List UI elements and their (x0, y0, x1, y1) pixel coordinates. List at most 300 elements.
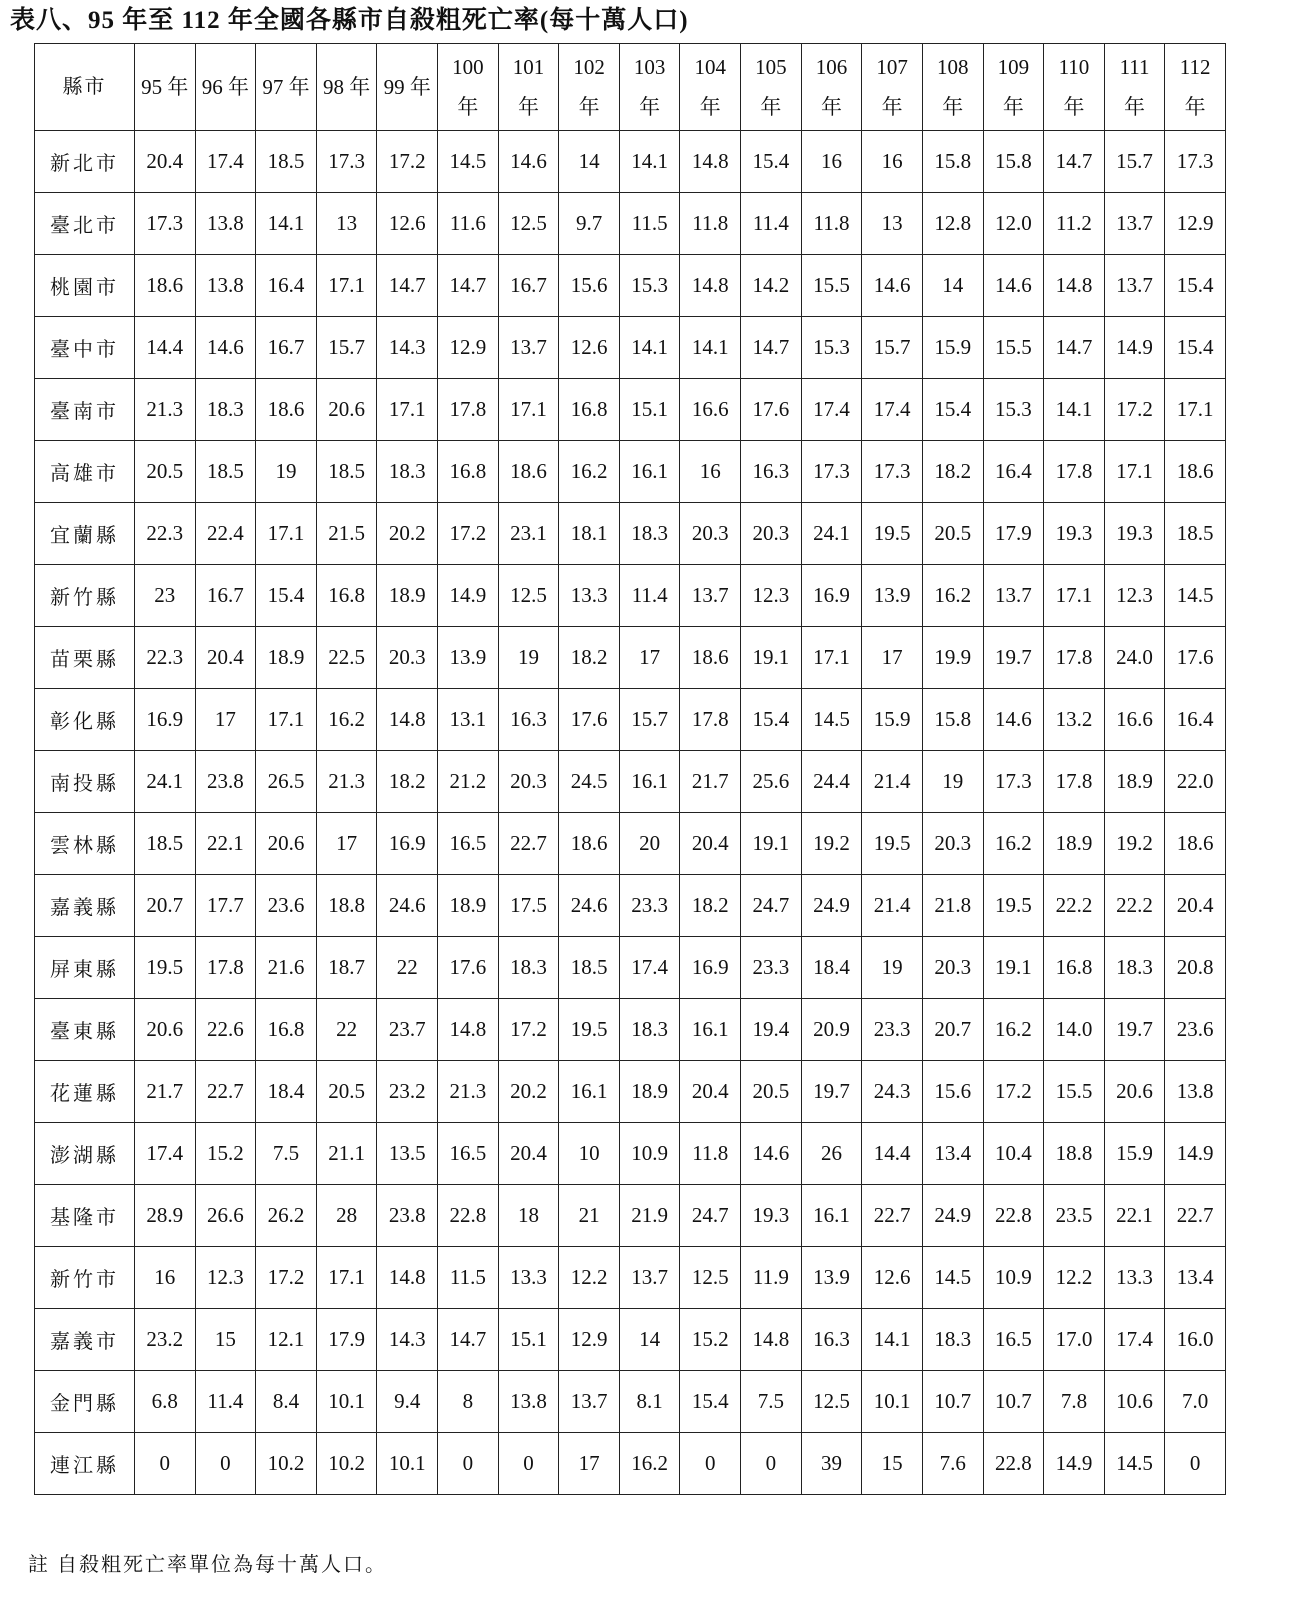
rate-cell: 17.1 (1165, 379, 1226, 441)
rate-cell: 18.6 (256, 379, 317, 441)
rate-cell: 26.6 (195, 1185, 256, 1247)
rate-cell: 14.3 (377, 1309, 438, 1371)
year-label: 101 年 (512, 55, 545, 119)
rate-cell: 16.1 (619, 441, 680, 503)
rate-cell: 13 (316, 193, 377, 255)
column-header-year (498, 44, 559, 131)
rate-cell: 11.8 (801, 193, 862, 255)
rate-cell: 17.1 (1104, 441, 1165, 503)
rate-cell: 13.7 (559, 1371, 620, 1433)
suicide-rate-table (34, 43, 1226, 1495)
rate-cell: 20.9 (801, 999, 862, 1061)
row-label-city: 基隆市 (35, 1185, 135, 1247)
rate-cell: 17.4 (1104, 1309, 1165, 1371)
row-label-city: 雲林縣 (35, 813, 135, 875)
rate-cell: 21.4 (862, 875, 923, 937)
rate-cell: 24.5 (559, 751, 620, 813)
rate-cell: 14.9 (1044, 1433, 1105, 1495)
rate-cell: 13.7 (983, 565, 1044, 627)
rate-cell: 17.4 (862, 379, 923, 441)
rate-cell: 17.3 (135, 193, 196, 255)
rate-cell: 19.5 (862, 813, 923, 875)
rate-cell: 12.6 (862, 1247, 923, 1309)
column-header-year (1104, 44, 1165, 131)
rate-cell: 14.1 (1044, 379, 1105, 441)
rate-cell: 24.9 (801, 875, 862, 937)
rate-cell: 23.1 (498, 503, 559, 565)
table-row (35, 317, 1226, 379)
rate-cell: 14.7 (741, 317, 802, 379)
row-label-city: 嘉義市 (35, 1309, 135, 1371)
table-row (35, 1185, 1226, 1247)
rate-cell: 14.4 (135, 317, 196, 379)
rate-cell: 8.1 (619, 1371, 680, 1433)
rate-cell: 18.6 (680, 627, 741, 689)
rate-cell: 14.5 (1165, 565, 1226, 627)
rate-cell: 13.7 (680, 565, 741, 627)
row-label-city: 彰化縣 (35, 689, 135, 751)
rate-cell: 16.8 (316, 565, 377, 627)
rate-cell: 23 (135, 565, 196, 627)
rate-cell: 17.1 (316, 1247, 377, 1309)
rate-cell: 22 (316, 999, 377, 1061)
rate-cell: 21.1 (316, 1123, 377, 1185)
rate-cell: 13.7 (498, 317, 559, 379)
row-label-city: 新北市 (35, 131, 135, 193)
rate-cell: 13.7 (1104, 255, 1165, 317)
rate-cell: 17.0 (1044, 1309, 1105, 1371)
rate-cell: 18.8 (316, 875, 377, 937)
rate-cell: 14.6 (862, 255, 923, 317)
rate-cell: 16.8 (256, 999, 317, 1061)
rate-cell: 21.4 (862, 751, 923, 813)
rate-cell: 17 (195, 689, 256, 751)
rate-cell: 10.1 (862, 1371, 923, 1433)
rate-cell: 21.2 (438, 751, 499, 813)
rate-cell: 24.3 (862, 1061, 923, 1123)
rate-cell: 11.4 (741, 193, 802, 255)
rate-cell: 17.8 (1044, 627, 1105, 689)
rate-cell: 17.3 (1165, 131, 1226, 193)
rate-cell: 18.9 (1104, 751, 1165, 813)
column-header-year (922, 44, 983, 131)
rate-cell: 20.3 (922, 937, 983, 999)
rate-cell: 17.3 (801, 441, 862, 503)
rate-cell: 17.6 (438, 937, 499, 999)
rate-cell: 15.4 (256, 565, 317, 627)
rate-cell: 19.5 (135, 937, 196, 999)
column-header-year (983, 44, 1044, 131)
rate-cell: 18.9 (1044, 813, 1105, 875)
rate-cell: 13.9 (862, 565, 923, 627)
rate-cell: 18.5 (1165, 503, 1226, 565)
rate-cell: 19.7 (983, 627, 1044, 689)
rate-cell: 21.7 (680, 751, 741, 813)
rate-cell: 23.8 (195, 751, 256, 813)
row-label-city: 高雄市 (35, 441, 135, 503)
rate-cell: 18 (498, 1185, 559, 1247)
rate-cell: 15.3 (619, 255, 680, 317)
rate-cell: 15.8 (983, 131, 1044, 193)
year-label: 96 年 (201, 75, 250, 99)
row-label-city: 金門縣 (35, 1371, 135, 1433)
table-row (35, 999, 1226, 1061)
table-row (35, 937, 1226, 999)
rate-cell: 22.6 (195, 999, 256, 1061)
rate-cell: 17.1 (498, 379, 559, 441)
rate-cell: 21.5 (316, 503, 377, 565)
rate-cell: 16.2 (559, 441, 620, 503)
rate-cell: 15.9 (922, 317, 983, 379)
table-row (35, 379, 1226, 441)
rate-cell: 15.7 (619, 689, 680, 751)
rate-cell: 18.3 (195, 379, 256, 441)
rate-cell: 12.6 (559, 317, 620, 379)
rate-cell: 18.3 (922, 1309, 983, 1371)
table-row (35, 565, 1226, 627)
rate-cell: 15.2 (195, 1123, 256, 1185)
rate-cell: 17.1 (377, 379, 438, 441)
rate-cell: 15.7 (316, 317, 377, 379)
column-header-year (195, 44, 256, 131)
rate-cell: 23.8 (377, 1185, 438, 1247)
rate-cell: 18.6 (559, 813, 620, 875)
rate-cell: 17.8 (1044, 751, 1105, 813)
rate-cell: 19.7 (1104, 999, 1165, 1061)
rate-cell: 17.6 (559, 689, 620, 751)
rate-cell: 12.9 (559, 1309, 620, 1371)
rate-cell: 16.9 (377, 813, 438, 875)
rate-cell: 26 (801, 1123, 862, 1185)
table-row (35, 875, 1226, 937)
rate-cell: 12.5 (801, 1371, 862, 1433)
rate-cell: 19.5 (559, 999, 620, 1061)
year-label: 102 年 (573, 55, 605, 119)
table-row (35, 1371, 1226, 1433)
rate-cell: 15.3 (801, 317, 862, 379)
rate-cell: 17.3 (862, 441, 923, 503)
table-body (35, 131, 1226, 1495)
rate-cell: 22.7 (195, 1061, 256, 1123)
footnote: 註 自殺粗死亡率單位為每十萬人口。 (28, 1554, 387, 1576)
rate-cell: 28.9 (135, 1185, 196, 1247)
rate-cell: 14 (619, 1309, 680, 1371)
rate-cell: 8.4 (256, 1371, 317, 1433)
rate-cell: 20.8 (1165, 937, 1226, 999)
rate-cell: 10.2 (256, 1433, 317, 1495)
rate-cell: 15.5 (801, 255, 862, 317)
rate-cell: 11.5 (438, 1247, 499, 1309)
rate-cell: 17.2 (377, 131, 438, 193)
rate-cell: 11.6 (438, 193, 499, 255)
rate-cell: 15.1 (498, 1309, 559, 1371)
rate-cell: 17.2 (498, 999, 559, 1061)
table-row (35, 255, 1226, 317)
rate-cell: 16.2 (619, 1433, 680, 1495)
rate-cell: 21.9 (619, 1185, 680, 1247)
rate-cell: 11.9 (741, 1247, 802, 1309)
rate-cell: 19.1 (983, 937, 1044, 999)
rate-cell: 17.4 (135, 1123, 196, 1185)
rate-cell: 18.6 (1165, 813, 1226, 875)
rate-cell: 21 (559, 1185, 620, 1247)
rate-cell: 18.7 (316, 937, 377, 999)
rate-cell: 21.3 (316, 751, 377, 813)
rate-cell: 0 (135, 1433, 196, 1495)
column-header-year (741, 44, 802, 131)
rate-cell: 14.5 (438, 131, 499, 193)
table-row (35, 751, 1226, 813)
rate-cell: 13.3 (1104, 1247, 1165, 1309)
rate-cell: 18.6 (135, 255, 196, 317)
rate-cell: 23.3 (741, 937, 802, 999)
rate-cell: 12.9 (438, 317, 499, 379)
table-row (35, 441, 1226, 503)
rate-cell: 12.9 (1165, 193, 1226, 255)
year-label: 109 年 (997, 55, 1030, 119)
rate-cell: 16.5 (438, 813, 499, 875)
year-label: 104 年 (694, 55, 727, 119)
rate-cell: 10 (559, 1123, 620, 1185)
rate-cell: 7.6 (922, 1433, 983, 1495)
year-label: 111 年 (1119, 55, 1150, 119)
rate-cell: 13 (862, 193, 923, 255)
row-label-city: 花蓮縣 (35, 1061, 135, 1123)
rate-cell: 11.2 (1044, 193, 1105, 255)
rate-cell: 19.4 (741, 999, 802, 1061)
rate-cell: 17.1 (1044, 565, 1105, 627)
column-header-year (680, 44, 741, 131)
rate-cell: 17.2 (438, 503, 499, 565)
rate-cell: 16.1 (619, 751, 680, 813)
rate-cell: 18.9 (619, 1061, 680, 1123)
row-label-city: 桃園市 (35, 255, 135, 317)
rate-cell: 24.1 (801, 503, 862, 565)
rate-cell: 19.3 (741, 1185, 802, 1247)
rate-cell: 22.0 (1165, 751, 1226, 813)
rate-cell: 17.7 (195, 875, 256, 937)
year-label: 99 年 (383, 75, 431, 99)
rate-cell: 23.6 (256, 875, 317, 937)
rate-cell: 16.5 (983, 1309, 1044, 1371)
rate-cell: 14.8 (741, 1309, 802, 1371)
rate-cell: 21.6 (256, 937, 317, 999)
rate-cell: 16.7 (195, 565, 256, 627)
rate-cell: 18.2 (922, 441, 983, 503)
rate-cell: 26.2 (256, 1185, 317, 1247)
rate-cell: 13.5 (377, 1123, 438, 1185)
rate-cell: 20.7 (922, 999, 983, 1061)
rate-cell: 17.8 (680, 689, 741, 751)
row-label-city: 苗栗縣 (35, 627, 135, 689)
rate-cell: 12.6 (377, 193, 438, 255)
rate-cell: 17.6 (741, 379, 802, 441)
rate-cell: 13.3 (498, 1247, 559, 1309)
rate-cell: 7.5 (741, 1371, 802, 1433)
rate-cell: 14.8 (680, 131, 741, 193)
rate-cell: 15 (195, 1309, 256, 1371)
rate-cell: 12.1 (256, 1309, 317, 1371)
rate-cell: 16 (680, 441, 741, 503)
rate-cell: 18.8 (1044, 1123, 1105, 1185)
rate-cell: 18.9 (377, 565, 438, 627)
rate-cell: 10.6 (1104, 1371, 1165, 1433)
rate-cell: 17.3 (983, 751, 1044, 813)
column-header-year (559, 44, 620, 131)
rate-cell: 25.6 (741, 751, 802, 813)
column-header-year (256, 44, 317, 131)
rate-cell: 13.8 (498, 1371, 559, 1433)
rate-cell: 24.4 (801, 751, 862, 813)
rate-cell: 39 (801, 1433, 862, 1495)
rate-cell: 16.1 (680, 999, 741, 1061)
rate-cell: 18.2 (377, 751, 438, 813)
rate-cell: 20.3 (922, 813, 983, 875)
rate-cell: 7.8 (1044, 1371, 1105, 1433)
rate-cell: 16.6 (680, 379, 741, 441)
rate-cell: 17.8 (195, 937, 256, 999)
rate-cell: 20.4 (135, 131, 196, 193)
rate-cell: 21.8 (922, 875, 983, 937)
rate-cell: 16.8 (559, 379, 620, 441)
rate-cell: 17.2 (1104, 379, 1165, 441)
column-header-city: 縣市 (35, 44, 135, 131)
table-title: 表八、95 年至 112 年全國各縣市自殺粗死亡率(每十萬人口) (10, 7, 689, 34)
rate-cell: 22.3 (135, 503, 196, 565)
rate-cell: 10.9 (619, 1123, 680, 1185)
rate-cell: 16 (135, 1247, 196, 1309)
rate-cell: 16.6 (1104, 689, 1165, 751)
rate-cell: 19.1 (741, 813, 802, 875)
column-header-year (801, 44, 862, 131)
rate-cell: 24.6 (377, 875, 438, 937)
rate-cell: 15.4 (1165, 255, 1226, 317)
rate-cell: 15.1 (619, 379, 680, 441)
rate-cell: 17.4 (619, 937, 680, 999)
rate-cell: 17.1 (256, 503, 317, 565)
column-header-year (862, 44, 923, 131)
rate-cell: 15.3 (983, 379, 1044, 441)
rate-cell: 14.9 (1104, 317, 1165, 379)
year-label: 98 年 (323, 75, 371, 99)
rate-cell: 14.9 (438, 565, 499, 627)
rate-cell: 0 (438, 1433, 499, 1495)
year-label: 95 年 (141, 75, 189, 99)
rate-cell: 19.9 (922, 627, 983, 689)
rate-cell: 17.1 (316, 255, 377, 317)
rate-cell: 17 (559, 1433, 620, 1495)
rate-cell: 17.9 (983, 503, 1044, 565)
column-header-year (316, 44, 377, 131)
rate-cell: 18.9 (256, 627, 317, 689)
row-label-city: 臺北市 (35, 193, 135, 255)
rate-cell: 11.8 (680, 193, 741, 255)
rate-cell: 11.5 (619, 193, 680, 255)
rate-cell: 14.1 (256, 193, 317, 255)
rate-cell: 19 (862, 937, 923, 999)
rate-cell: 20.3 (377, 627, 438, 689)
year-label: 106 年 (815, 55, 848, 119)
rate-cell: 15.6 (559, 255, 620, 317)
rate-cell: 17.2 (256, 1247, 317, 1309)
rate-cell: 14.5 (801, 689, 862, 751)
rate-cell: 10.1 (377, 1433, 438, 1495)
rate-cell: 15.4 (922, 379, 983, 441)
rate-cell: 20.3 (498, 751, 559, 813)
rate-cell: 23.2 (135, 1309, 196, 1371)
rate-cell: 17.1 (801, 627, 862, 689)
rate-cell: 17.4 (195, 131, 256, 193)
rate-cell: 15.2 (680, 1309, 741, 1371)
rate-cell: 15.8 (922, 131, 983, 193)
rate-cell: 12.2 (559, 1247, 620, 1309)
rate-cell: 21.3 (135, 379, 196, 441)
row-label-city: 臺南市 (35, 379, 135, 441)
rate-cell: 15.4 (1165, 317, 1226, 379)
rate-cell: 18.3 (377, 441, 438, 503)
rate-cell: 13.8 (195, 193, 256, 255)
rate-cell: 13.8 (195, 255, 256, 317)
rate-cell: 20.5 (135, 441, 196, 503)
rate-cell: 14.6 (741, 1123, 802, 1185)
rate-cell: 16.3 (741, 441, 802, 503)
rate-cell: 22.3 (135, 627, 196, 689)
rate-cell: 20.5 (922, 503, 983, 565)
rate-cell: 16.7 (498, 255, 559, 317)
rate-cell: 14.0 (1044, 999, 1105, 1061)
rate-cell: 22.8 (983, 1185, 1044, 1247)
rate-cell: 17.5 (498, 875, 559, 937)
rate-cell: 20 (619, 813, 680, 875)
rate-cell: 14.1 (680, 317, 741, 379)
rate-cell: 22.8 (983, 1433, 1044, 1495)
rate-cell: 13.9 (438, 627, 499, 689)
rate-cell: 21.3 (438, 1061, 499, 1123)
rate-cell: 15.7 (1104, 131, 1165, 193)
rate-cell: 7.5 (256, 1123, 317, 1185)
year-label: 100 年 (452, 55, 484, 119)
rate-cell: 0 (680, 1433, 741, 1495)
column-header-year (377, 44, 438, 131)
rate-cell: 20.5 (741, 1061, 802, 1123)
rate-cell: 10.2 (316, 1433, 377, 1495)
row-label-city: 南投縣 (35, 751, 135, 813)
rate-cell: 16.2 (316, 689, 377, 751)
rate-cell: 16 (862, 131, 923, 193)
rate-cell: 18.5 (195, 441, 256, 503)
rate-cell: 13.4 (1165, 1247, 1226, 1309)
table-row (35, 193, 1226, 255)
table-row (35, 1433, 1226, 1495)
rate-cell: 22.8 (438, 1185, 499, 1247)
rate-cell: 19 (256, 441, 317, 503)
rate-cell: 15.9 (862, 689, 923, 751)
rate-cell: 20.2 (498, 1061, 559, 1123)
rate-cell: 19.5 (983, 875, 1044, 937)
rate-cell: 17.4 (801, 379, 862, 441)
rate-cell: 18.5 (256, 131, 317, 193)
row-label-city: 新竹市 (35, 1247, 135, 1309)
rate-cell: 0 (195, 1433, 256, 1495)
column-header-year (619, 44, 680, 131)
table-row (35, 1309, 1226, 1371)
rate-cell: 16.9 (135, 689, 196, 751)
rate-cell: 28 (316, 1185, 377, 1247)
rate-cell: 15.5 (983, 317, 1044, 379)
rate-cell: 24.1 (135, 751, 196, 813)
rate-cell: 22.2 (1104, 875, 1165, 937)
rate-cell: 11.4 (619, 565, 680, 627)
